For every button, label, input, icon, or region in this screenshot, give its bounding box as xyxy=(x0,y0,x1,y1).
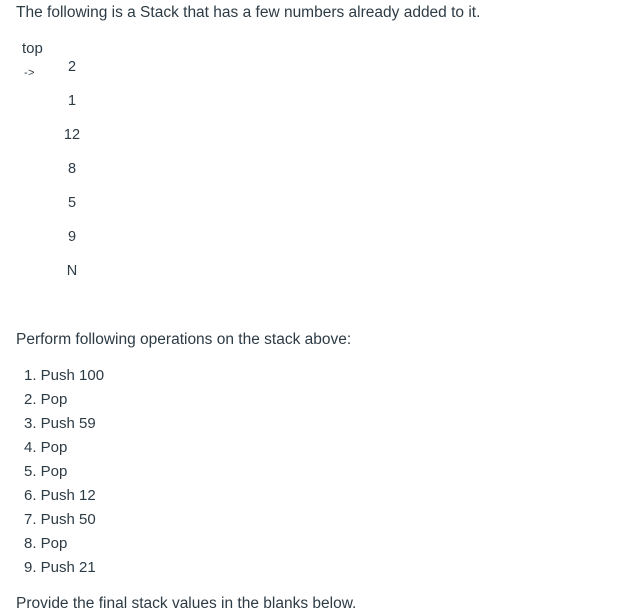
stack-item: 8 xyxy=(67,161,77,177)
operation-item: 9. Push 21 xyxy=(24,559,96,576)
stack-list xyxy=(54,50,90,288)
stack-item: N xyxy=(66,263,78,279)
intro-text: The following is a Stack that has a few numbers already added to it. xyxy=(16,4,481,21)
footer-instruction: Provide the final stack values in the blanks below. xyxy=(16,595,357,612)
operation-item: 5. Pop xyxy=(24,463,68,480)
operations-prompt: Perform following operations on the stack above: xyxy=(16,331,352,348)
operation-item: 3. Push 59 xyxy=(24,415,96,432)
operation-item: 4. Pop xyxy=(24,439,68,456)
operation-item: 1. Push 100 xyxy=(24,367,105,384)
stack-item: 2 xyxy=(67,59,77,75)
top-pointer-arrow: -> xyxy=(24,67,36,79)
operation-item: 2. Pop xyxy=(24,391,68,408)
operation-item: 8. Pop xyxy=(24,535,68,552)
top-pointer-label: top xyxy=(22,40,43,57)
operations-list xyxy=(24,366,104,582)
operation-item: 6. Push 12 xyxy=(24,487,96,504)
operation-item: 7. Push 50 xyxy=(24,511,96,528)
stack-item: 12 xyxy=(63,127,81,143)
stack-item: 5 xyxy=(67,195,77,211)
stack-item: 1 xyxy=(67,93,77,109)
stack-item: 9 xyxy=(67,229,77,245)
